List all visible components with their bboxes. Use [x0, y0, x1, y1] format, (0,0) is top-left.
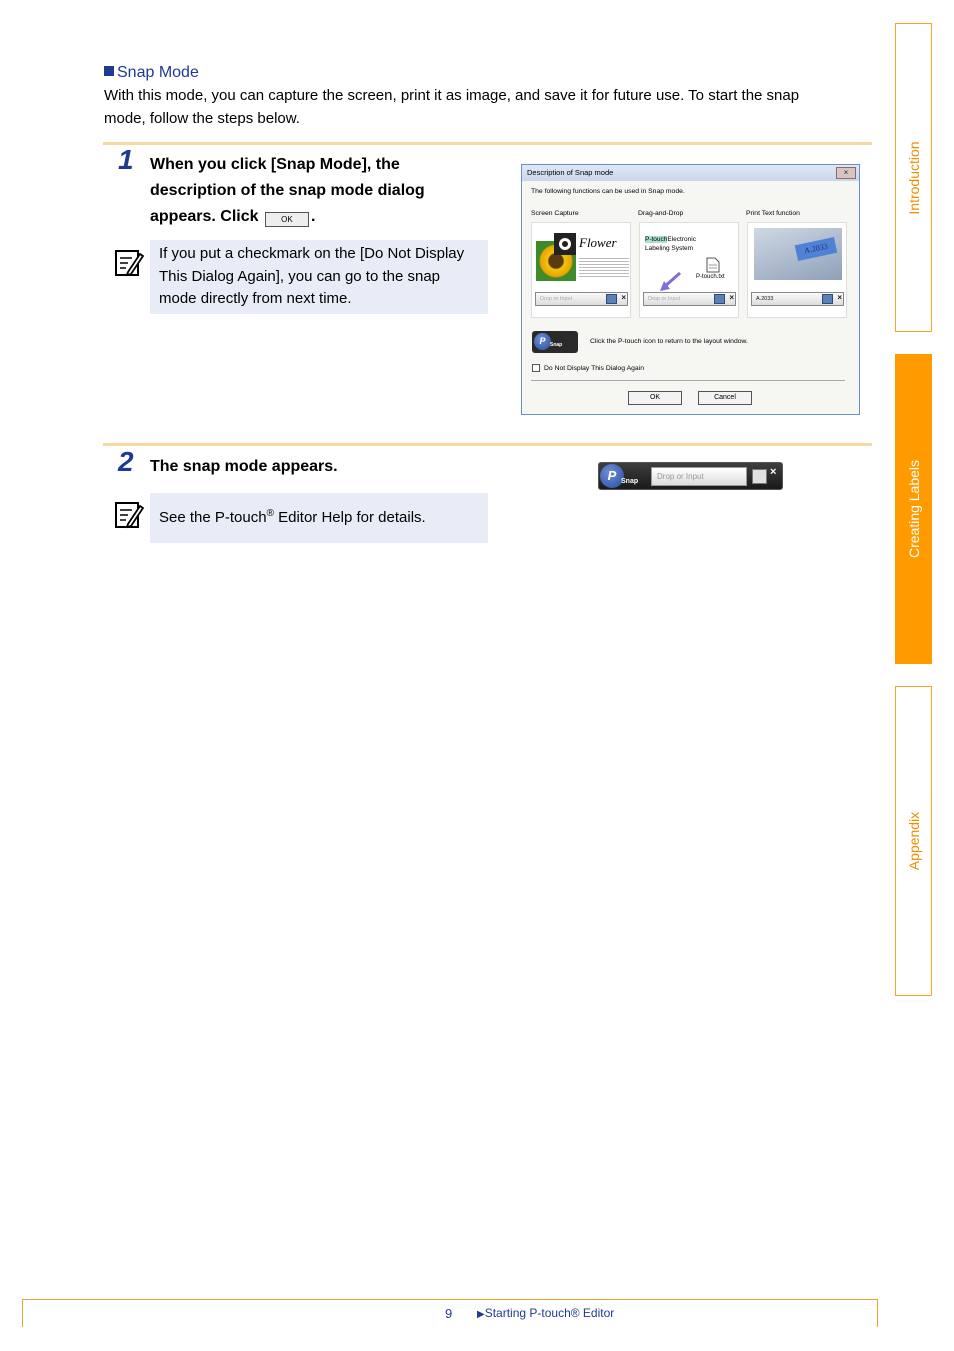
print-text-panel: A.2033 A.2033 × — [747, 222, 847, 318]
drop-input-field: Drop or Input — [651, 467, 747, 486]
capture-icon — [606, 294, 617, 304]
screen-capture-panel: Flower Drop or Input × — [531, 222, 631, 318]
print-icon — [822, 294, 833, 304]
footer-link[interactable]: ▶Starting P-touch® Editor — [477, 1306, 615, 1320]
note-pencil-icon — [114, 500, 144, 530]
tab-appendix[interactable]: Appendix — [895, 686, 932, 996]
step-2-text: The snap mode appears. — [150, 458, 338, 475]
divider — [103, 142, 872, 145]
intro-paragraph: With this mode, you can capture the screen, print it as image, and save it for future use. To start the snap mode, follow the steps below. — [104, 87, 800, 127]
drop-input-bar: A.2033 × — [751, 292, 844, 306]
cancel-button[interactable]: Cancel — [698, 391, 752, 405]
ok-button-image: OK — [265, 212, 309, 227]
text-lines — [579, 256, 629, 278]
drag-drop-panel: P-touchElectronic Labeling System P-touch.txt Drop or Input × — [639, 222, 739, 318]
close-icon: × — [770, 466, 777, 478]
text-file-icon — [706, 257, 720, 273]
triangle-right-icon: ▶ — [477, 1309, 485, 1320]
section-title: Snap Mode — [104, 64, 199, 82]
tab-creating-labels[interactable]: Creating Labels — [895, 354, 932, 664]
ok-button[interactable]: OK — [628, 391, 682, 405]
drop-input-bar: Drop or Input × — [535, 292, 628, 306]
page-number: 9 — [445, 1306, 453, 1321]
flower-icon — [554, 233, 576, 255]
note-pencil-icon — [114, 248, 144, 278]
capture-icon — [714, 294, 725, 304]
step-number: 1 — [118, 144, 134, 175]
drop-input-bar: Drop or Input × — [643, 292, 736, 306]
step-number: 2 — [118, 446, 134, 477]
tab-introduction[interactable]: Introduction — [895, 23, 932, 332]
step-1-text: When you click [Snap Mode], the description of the snap mode dialog appears. Click OK . — [150, 156, 425, 225]
snap-mode-bar: P Snap Drop or Input × — [598, 462, 783, 490]
ptouch-logo-icon: P — [600, 464, 624, 488]
note-box: See the P-touch® Editor Help for details. — [150, 493, 488, 543]
square-bullet-icon — [104, 66, 114, 76]
close-icon[interactable]: × — [836, 167, 856, 179]
dialog-title-bar: Description of Snap mode × — [522, 165, 859, 181]
divider — [103, 443, 872, 446]
snap-mini-icon: P Snap — [532, 331, 578, 353]
capture-icon — [752, 469, 767, 484]
divider — [531, 380, 845, 381]
note-box: If you put a checkmark on the [Do Not Display This Dialog Again], you can go to the snap mode directly from next time. — [150, 240, 488, 314]
snap-mode-dialog: Description of Snap mode × The following functions can be used in Snap mode. Screen Capture Drag-and-Drop Print Text function Flower Drop or Input × P-touchElectronic Labeling System P-touch.txt Drop or Input × A.2033 A.2033 × P Snap Click the P-touch icon to return to the layout window. Do Not Display This Dialog Again OK Cancel — [521, 164, 860, 415]
do-not-display-checkbox[interactable] — [532, 364, 540, 372]
